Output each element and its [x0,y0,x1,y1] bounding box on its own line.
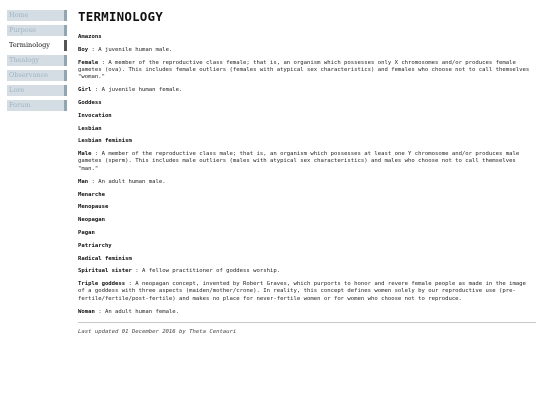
sidebar-nav [7,10,67,115]
glossary-term: Boy [78,46,89,53]
glossary-definition: : An adult human female. [94,308,180,315]
glossary-entry [78,87,536,94]
glossary-term[interactable]: Menopause [78,204,109,211]
glossary-entry [78,309,536,316]
glossary-definition: : A member of the reproductive class male; that is, an organism which possesses at least one Y chromosome and/or produces male gametes (sperm). This includes male outliers (males with atypical sex characteristics) and males who choose not to call themselves "man." [78,151,520,172]
glossary-entry [78,256,536,263]
glossary-term: Man [78,178,89,185]
glossary-entry [78,113,536,120]
glossary-entry [78,151,536,173]
glossary-entry [78,126,536,133]
glossary-term: Spiritual sister [78,268,132,275]
nav-item-home[interactable]: Home [7,10,67,21]
glossary-definition: : An adult human male. [88,178,166,185]
glossary-definition: : A neopagan concept, invented by Robert Graves, which purports to honor and revere female people as made in the image of a goddess with three aspects (maiden/mother/crone). In reality, this concept defines women solely by our reproductive use (pre-fertile/fertile/post-fertile) and makes no place for never-fertile women or for women who choose not to reproduce. [78,281,526,302]
glossary-definition: : A fellow practitioner of goddess worship. [131,268,281,275]
glossary-entry [78,217,536,224]
main-content [78,9,536,336]
glossary-term[interactable]: Goddess [78,100,102,106]
nav-item-thealogy[interactable]: Thealogy [7,55,67,66]
glossary-term: Woman [78,308,95,315]
glossary-entry [78,243,536,250]
glossary-term[interactable]: Lesbian [78,125,102,132]
glossary-term: Girl [78,87,92,94]
glossary-definition: : A juvenile human female. [91,87,183,94]
glossary-entry [78,138,536,145]
glossary-entry [78,268,536,275]
glossary-entry [78,204,536,211]
nav-item-purpose[interactable]: Purpose [7,25,67,36]
glossary-definition: : A member of the reproductive class female; that is, an organism which possesses only X chromosomes and/or produces female gametes (ova). This includes female outliers (females with atypical sex characteristics) and females who choose not to call themselves "woman." [78,59,530,80]
glossary-entry [78,34,536,41]
glossary-term[interactable]: Lesbian feminism [78,138,132,145]
glossary-term[interactable]: Pagan [78,229,95,236]
glossary-term: Female [78,59,99,66]
glossary-term[interactable]: Neopagan [78,217,105,224]
glossary-term[interactable]: Amazons [78,34,102,40]
page-title: TERMINOLOGY [78,9,163,24]
nav-item-observance[interactable]: Observance [7,70,67,81]
glossary-entry [78,281,536,303]
glossary-entry [78,47,536,54]
glossary-term[interactable]: Menarche [78,191,105,198]
glossary-entry [78,179,536,186]
glossary-list [78,34,536,316]
glossary-term[interactable]: Invocation [78,112,112,119]
glossary-term: Male [78,151,92,158]
glossary-entry [78,230,536,237]
glossary-entry [78,192,536,199]
nav-item-lore[interactable]: Lore [7,85,67,96]
glossary-term: Triple goddess [78,281,126,288]
divider [78,322,536,323]
glossary-entry [78,100,536,107]
glossary-term[interactable]: Radical feminism [78,255,132,262]
glossary-definition: : A juvenile human male. [88,46,173,53]
nav-item-forum[interactable]: Forum [7,100,67,111]
nav-item-terminology[interactable]: Terminology [7,40,67,51]
glossary-entry [78,60,536,82]
footer-last-updated: Last updated 01 December 2016 by Theta Centauri [78,328,237,335]
glossary-term[interactable]: Patriarchy [78,242,112,249]
